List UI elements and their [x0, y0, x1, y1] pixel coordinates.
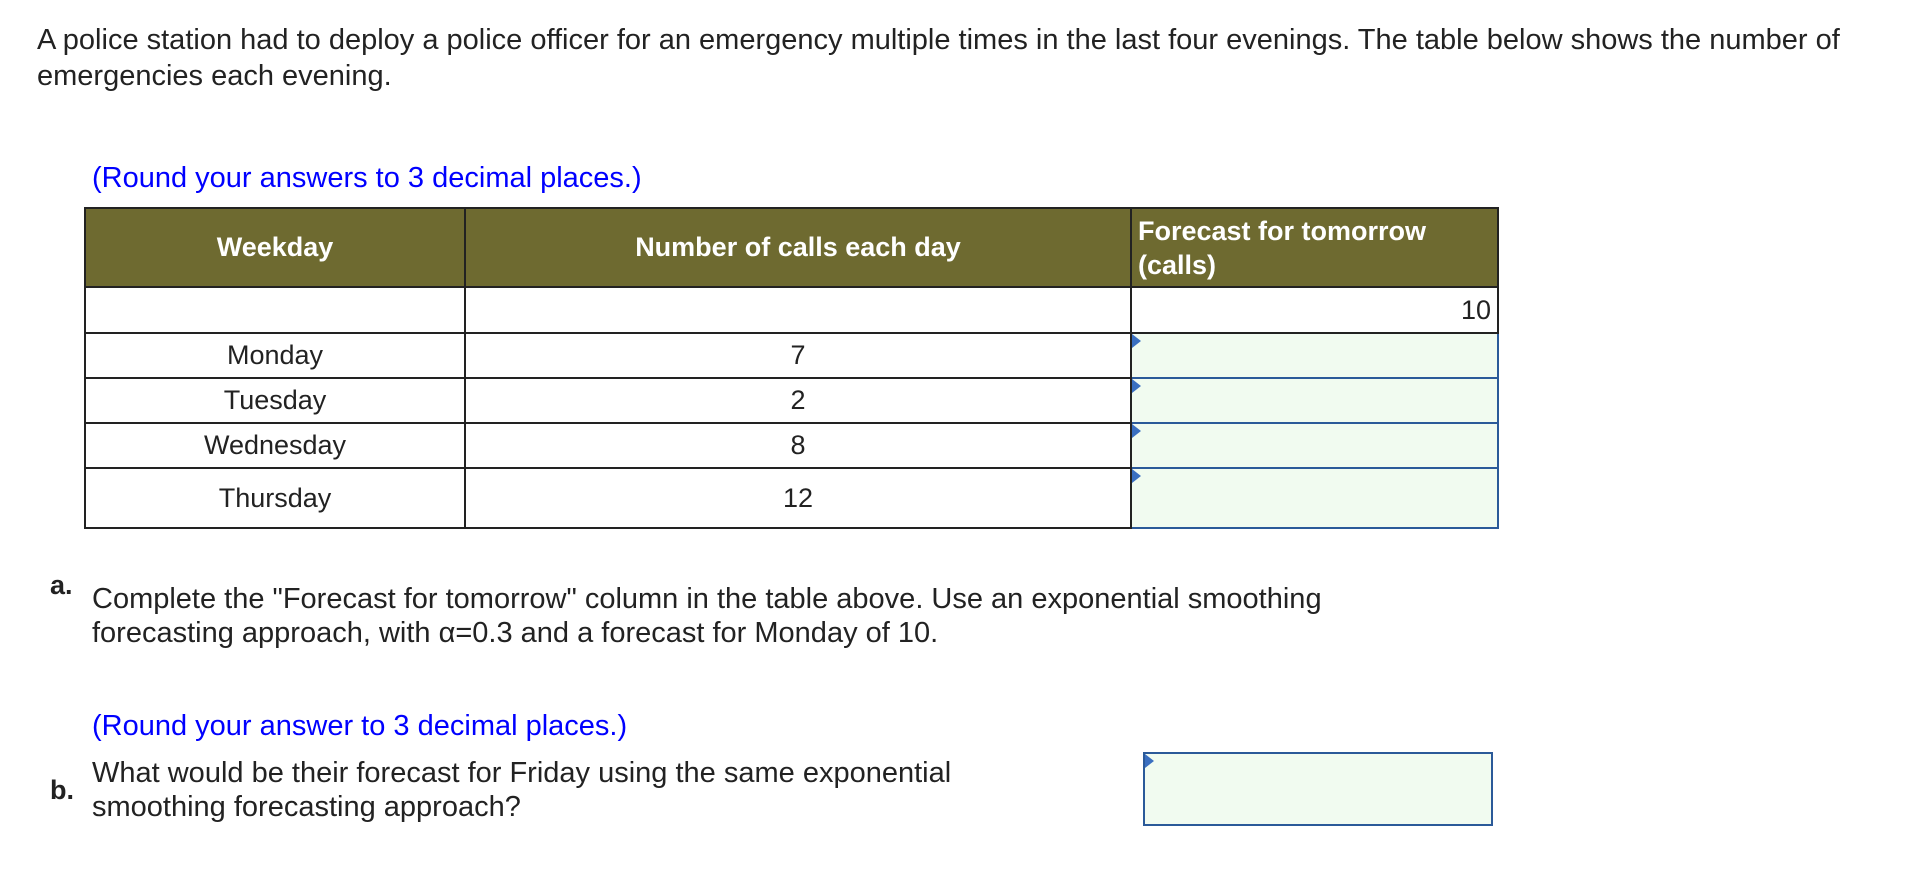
- table-header-row: [85, 208, 1498, 287]
- initial-weekday-cell: [85, 287, 465, 333]
- forecast-input-tuesday[interactable]: [1132, 379, 1497, 422]
- forecast-input-thursday[interactable]: [1132, 469, 1497, 527]
- forecast-answer-cell: [1131, 468, 1498, 528]
- question-b-text: What would be their forecast for Friday using the same exponential smoothing forecasting approach?: [92, 757, 952, 823]
- calls-cell: 2: [465, 378, 1131, 423]
- table-row-initial: [85, 287, 1498, 333]
- header-calls: Number of calls each day: [465, 208, 1131, 287]
- table-row: [85, 378, 1498, 423]
- answer-flag-icon: [1132, 334, 1141, 348]
- problem-intro: A police station had to deploy a police officer for an emergency multiple times in the last four evenings. The table below shows the number of emergencies each evening.: [37, 24, 1840, 92]
- weekday-cell: Monday: [85, 333, 465, 378]
- emergency-calls-table: [84, 207, 1499, 529]
- question-a-text: Complete the "Forecast for tomorrow" column in the table above. Use an exponential smoothing forecasting approach, with α=0.3 and a forecast for Monday of 10.: [92, 583, 1322, 649]
- weekday-cell: Tuesday: [85, 378, 465, 423]
- answer-flag-icon: [1132, 379, 1141, 393]
- initial-forecast-value: 10: [1131, 287, 1498, 333]
- answer-flag-icon: [1145, 754, 1154, 768]
- initial-calls-cell: [465, 287, 1131, 333]
- table-row: [85, 468, 1498, 528]
- question-a-letter: a.: [50, 570, 73, 600]
- forecast-answer-cell: [1131, 333, 1498, 378]
- weekday-cell: Wednesday: [85, 423, 465, 468]
- table-row: [85, 423, 1498, 468]
- answer-flag-icon: [1132, 424, 1141, 438]
- forecast-answer-cell: [1131, 378, 1498, 423]
- friday-forecast-input[interactable]: [1145, 754, 1491, 824]
- round-note-question-b: (Round your answer to 3 decimal places.): [92, 710, 628, 742]
- answer-flag-icon: [1132, 469, 1141, 483]
- forecast-answer-cell: [1131, 423, 1498, 468]
- friday-forecast-answer-box: [1143, 752, 1493, 826]
- forecast-input-wednesday[interactable]: [1132, 424, 1497, 467]
- question-b-letter: b.: [50, 775, 74, 805]
- calls-cell: 8: [465, 423, 1131, 468]
- table-row: [85, 333, 1498, 378]
- round-note-table: (Round your answers to 3 decimal places.): [92, 162, 642, 194]
- forecast-input-monday[interactable]: [1132, 334, 1497, 377]
- header-forecast: Forecast for tomorrow (calls): [1131, 208, 1498, 287]
- weekday-cell: Thursday: [85, 468, 465, 528]
- header-weekday: Weekday: [85, 208, 465, 287]
- calls-cell: 12: [465, 468, 1131, 528]
- calls-cell: 7: [465, 333, 1131, 378]
